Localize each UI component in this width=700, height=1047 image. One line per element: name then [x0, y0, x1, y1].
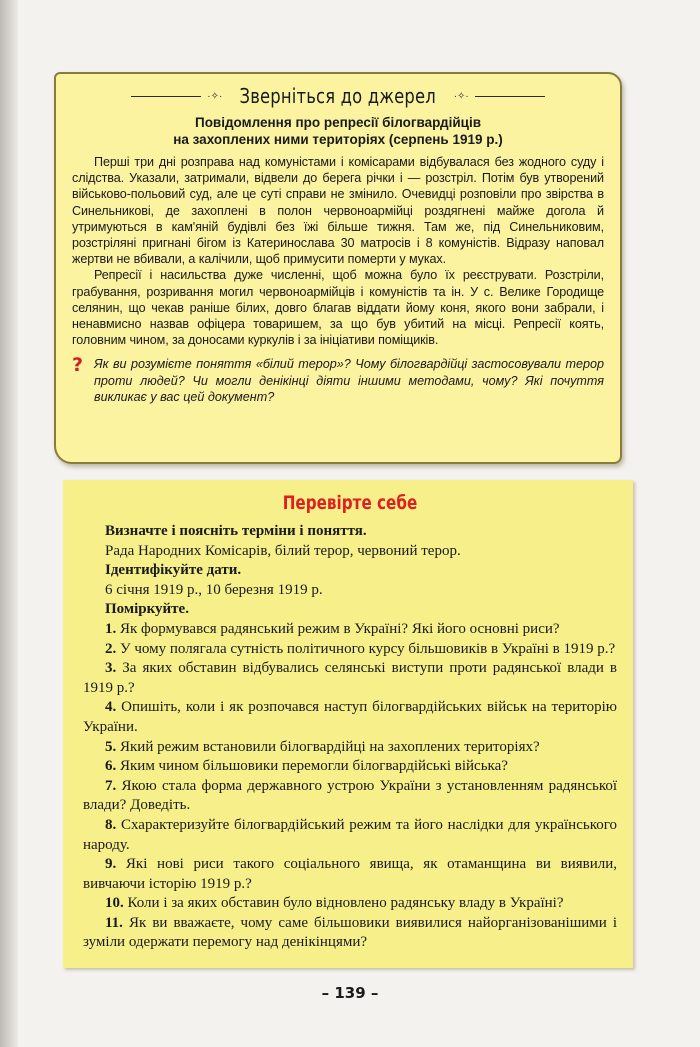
terms-list: Рада Народних Комісарів, білий терор, червоний терор. [105, 542, 461, 559]
question-item [83, 620, 617, 640]
question-item [83, 659, 617, 698]
question-text: Які нові риси такого соціального явища, як отаманщина ви виявили, вивчаючи історію 1919 р.? [83, 856, 618, 892]
question-text: За яких обставин відбувались селянські виступи проти радянської влади в 1919 р.? [83, 660, 617, 696]
check-yourself-box [63, 480, 633, 968]
question-number: 2. [105, 640, 117, 657]
question-text: Коли і за яких обставин було відновлено радянську владу в Україні? [127, 895, 564, 912]
source-document-box [54, 72, 622, 464]
question-item [83, 640, 617, 660]
dates-list: 6 січня 1919 р., 10 березня 1919 р. [105, 581, 323, 598]
question-item [83, 777, 617, 816]
source-question [72, 356, 604, 405]
question-number: 7. [105, 777, 117, 794]
question-item [83, 757, 617, 777]
question-text: Опишіть, коли і як розпочався наступ білогвардійських військ на територію України. [83, 699, 618, 735]
source-paragraph-1: Перші три дні розправа над комуністами і комісарами відбувалася без жодного суду і слідства. Указали, затримали, відвели до берега річки і — розстріл. Потім був утворений військово-польовий суд, але це суті справи не змінило. Очевидці розповіли про звірства в Синельникові, де захоплені в полон червоноармійці роздягнені майже догола й утримуються в кам'яній будівлі без їжі більше тижня. Там же, під Синельниковим, розстріляні пригнані бігом із Катеринослава 30 матросів і 8 комуністів. Відразу наповал жертви не вбивали, а калічили, щоб примусити померти у муках. [72, 155, 604, 267]
question-text: Як формувався радянський режим в Україні? Які його основні риси? [120, 620, 560, 637]
source-header [72, 84, 604, 108]
page-number: – 139 – [321, 984, 379, 1002]
question-number: 11. [105, 914, 123, 931]
question-number: 5. [105, 738, 117, 755]
question-text: Який режим встановили білогвардійці на захоплених територіях? [120, 738, 540, 755]
source-heading: Зверніться до джерел [239, 84, 437, 108]
question-number: 4. [105, 699, 117, 716]
think-heading: Поміркуйте. [105, 601, 189, 618]
question-text: Як ви вважаєте, чому саме більшовики виявилися найорганізованішими і зуміли одержати перемогу над денікінцями? [83, 914, 617, 951]
question-number: 6. [105, 758, 117, 775]
document-title-line1: Повідомлення про репресії білогвардійців [194, 115, 482, 130]
source-paragraph-2: Репресії і насильства дуже численні, щоб можна було їх реєструвати. Розстріли, грабування, розривання могил червоноармійців і комуністів та ін. У с. Велике Городище селянин, що чекав раніше білих, довго благав віддати йому коня, якого вони забрали, і ненавмисно назвав офіцера товаришем, за що був убитий на місці. Репресії коять, головним чином, за доносами куркулів і за ініціативи поміщиків. [72, 268, 604, 348]
document-title-line2: на захоплених ними територіях (серпень 1919 р.) [173, 132, 503, 147]
ornament-left-icon: ·✧· [207, 90, 223, 102]
question-number: 10. [105, 895, 124, 912]
question-item [83, 738, 617, 758]
terms-heading: Визначте і поясніть терміни і поняття. [105, 523, 367, 539]
check-yourself-title: Перевірте себе [282, 492, 418, 514]
ornament-line-right [475, 96, 545, 97]
question-text: Яким чином більшовики перемогли білогвардійські війська? [120, 758, 508, 775]
question-number: 8. [105, 816, 117, 833]
dates-heading: Ідентифікуйте дати. [105, 562, 242, 579]
question-text: Схарактеризуйте білогвардійський режим та його наслідки для українського народу. [83, 816, 617, 853]
ornament-line-left [131, 96, 201, 97]
question-mark-icon: ? [72, 354, 84, 377]
question-text: У чому полягала сутність політичного курсу більшовиків в Україні в 1919 р.? [120, 640, 616, 657]
question-number: 3. [105, 660, 117, 677]
question-number: 9. [105, 856, 117, 873]
question-item [83, 894, 617, 914]
question-number: 1. [105, 620, 117, 637]
ornament-right-icon: ·✧· [453, 90, 469, 102]
question-item [83, 914, 617, 953]
question-item [83, 816, 617, 855]
question-item [83, 855, 617, 894]
document-title [72, 114, 604, 148]
question-text: Якою стала форма державного устрою України з установленням радянської влади? Доведіть. [83, 777, 618, 814]
question-item [83, 698, 617, 737]
page-spine-shadow [0, 0, 18, 1047]
source-question-text: Як ви розумієте поняття «білий терор»? Чому білогвардійці застосовували терор проти людей? Чи могли денікінці діяти іншими методами, чому? Які почуття викликає у вас цей документ? [94, 357, 604, 404]
